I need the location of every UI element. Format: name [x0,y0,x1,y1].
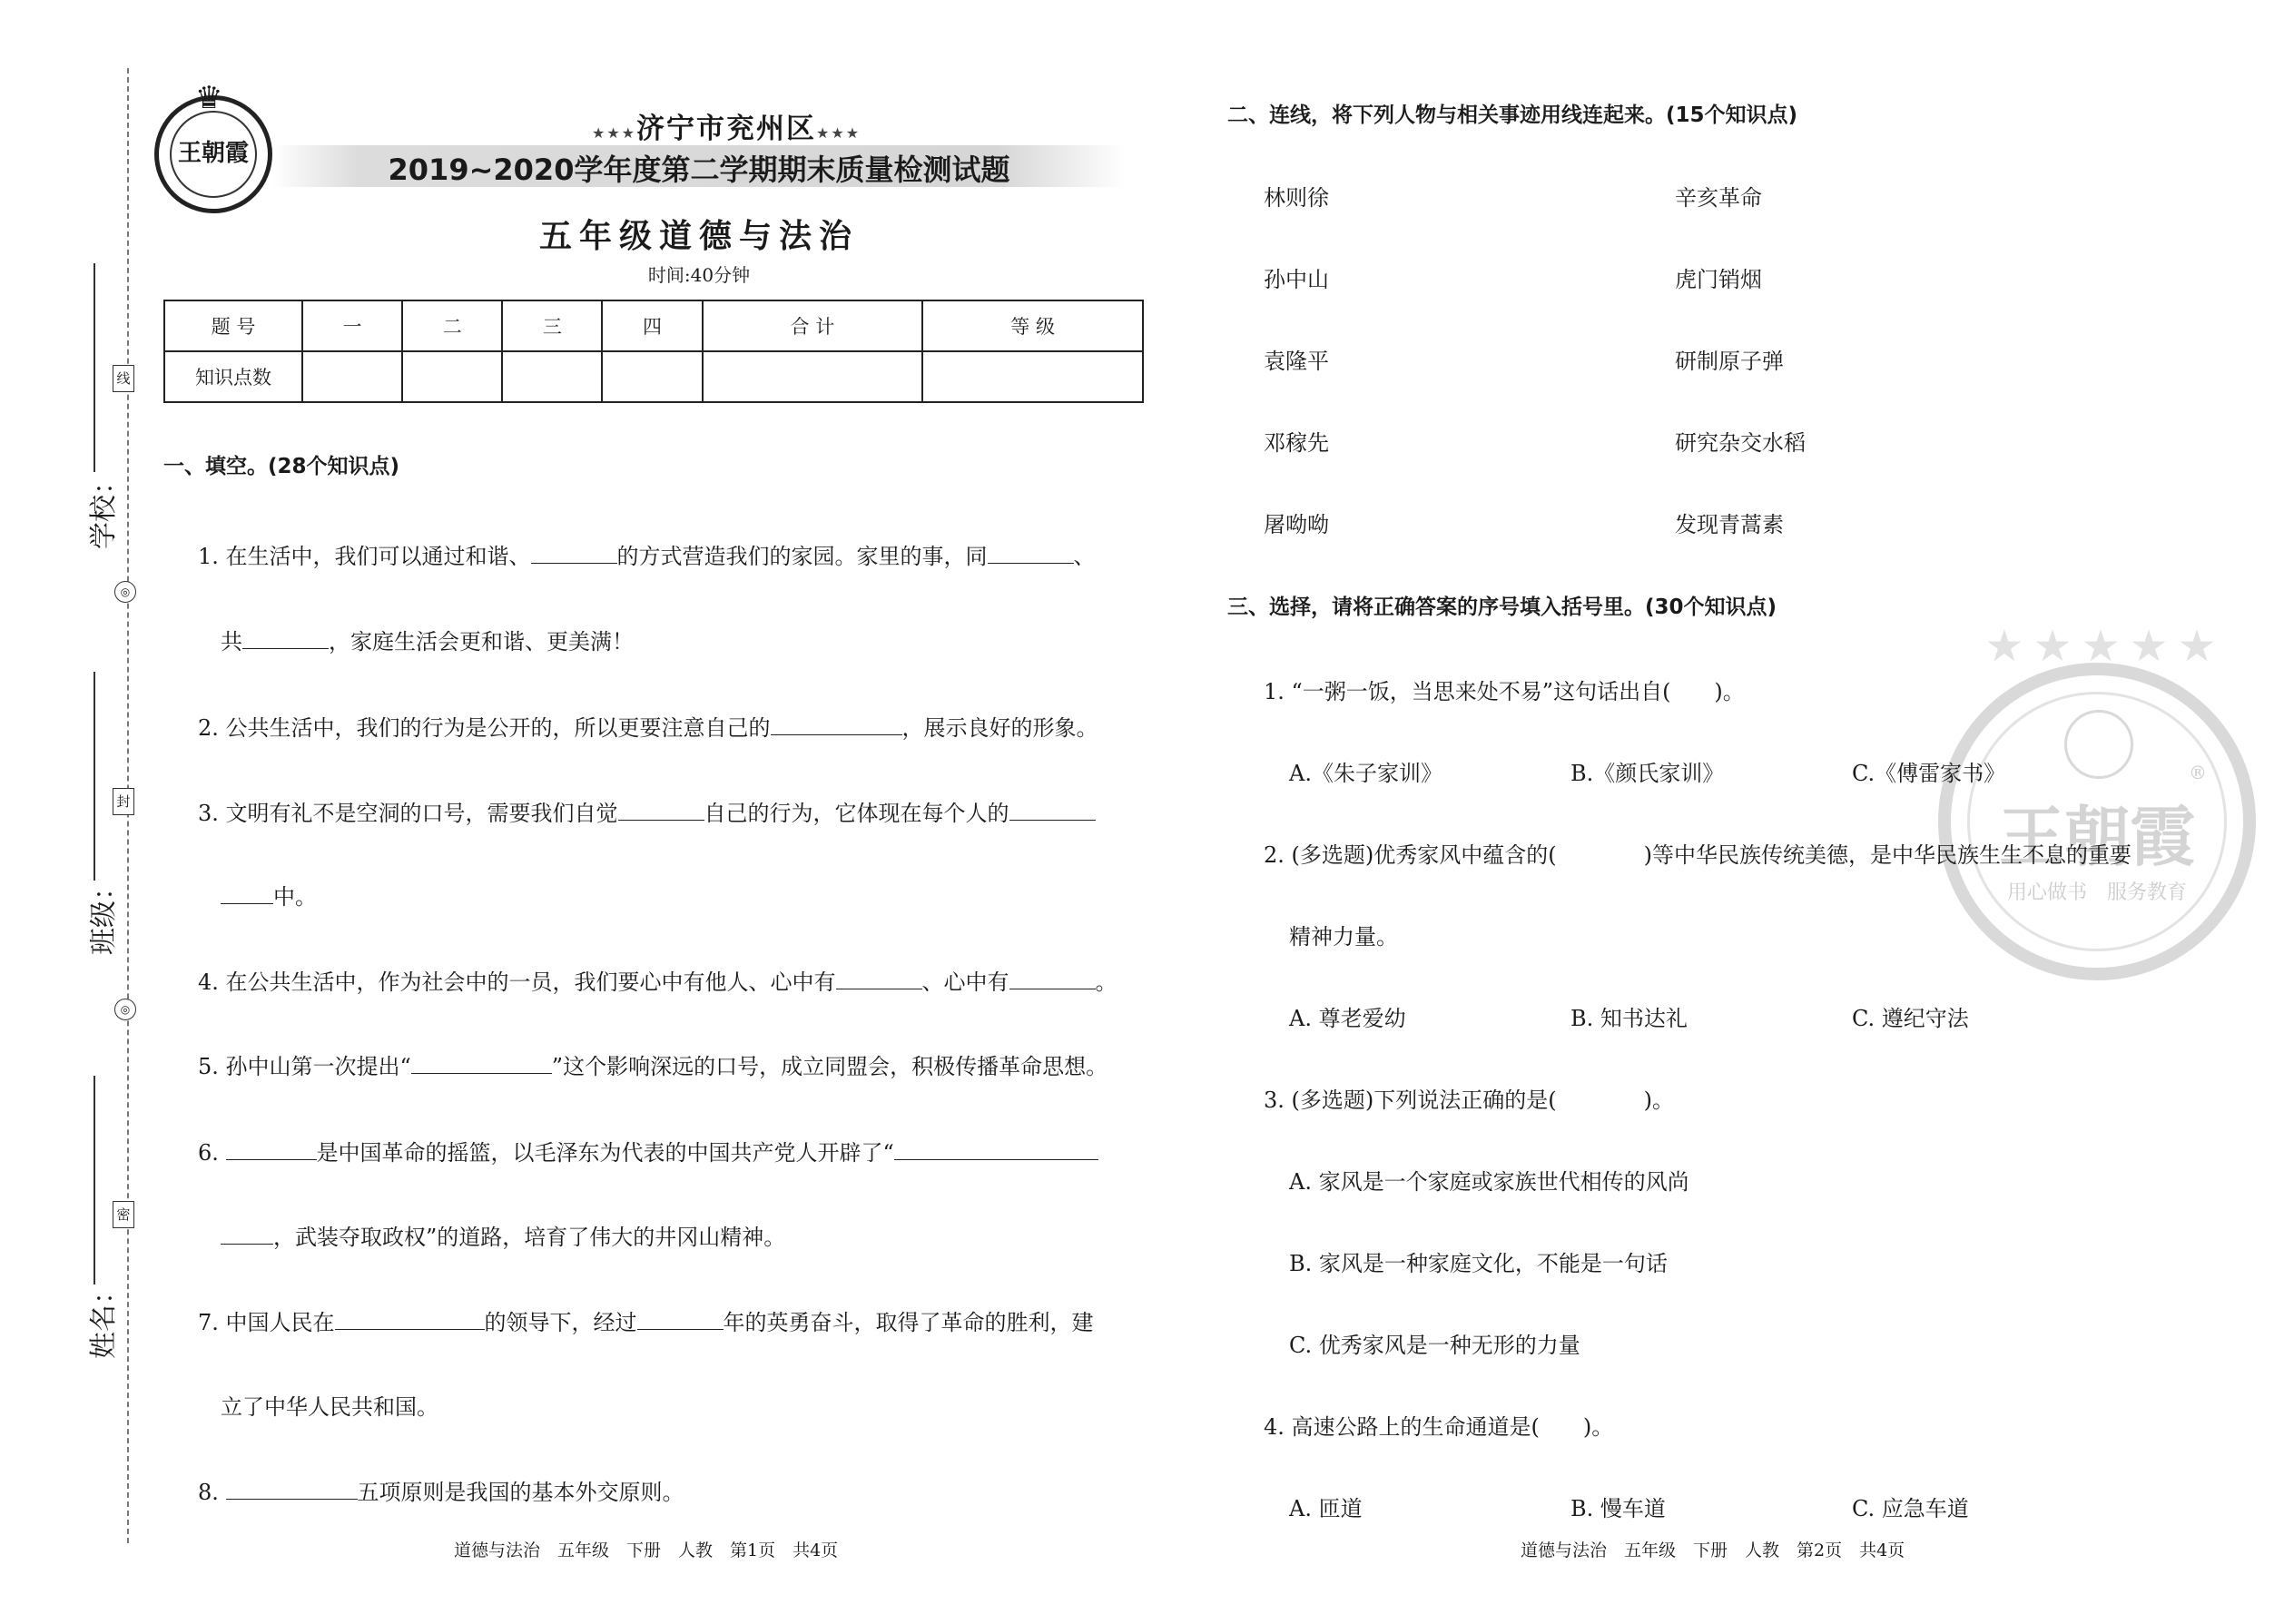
score-header-cell: 二 [402,300,502,351]
seal-mark-seal: 封 [113,788,134,815]
question-7b: 立了中华人民共和国。 [221,1394,438,1420]
part1-title: 一、填空。(28个知识点) [163,455,400,478]
question-text: ，家庭生活会更和谐、更美满！ [329,629,634,655]
score-table [163,300,1144,403]
answer-blank[interactable] [637,1309,724,1330]
seal-mark-line: 线 [113,365,134,392]
question-1a [198,538,1096,570]
question-2 [198,710,1098,742]
binding-circle-mark: ◎ [114,999,136,1020]
question-text: ，武装夺取政权”的道路，培育了伟大的井冈山精神。 [273,1225,786,1250]
question-6b [221,1219,785,1251]
question-text: 、 [1073,544,1096,569]
score-table-header-row [164,300,1143,351]
match-deed[interactable]: 研制原子弹 [1675,349,1784,374]
publisher-logo [154,80,272,213]
question-text: 6. [198,1140,226,1166]
question-text: 五项原则是我国的基本外交原则。 [357,1480,684,1505]
choice-option[interactable]: A. 匝道 [1289,1496,1363,1521]
class-label: 班级： [88,873,120,955]
class-line [94,672,95,881]
score-cell[interactable] [602,351,702,402]
area-text: 济宁市兖州区 [636,113,816,145]
choice-option[interactable]: B. 知书达礼 [1570,1006,1688,1031]
crown-icon: ♛ [195,80,223,116]
question-text: 1. 在生活中，我们可以通过和谐、 [198,544,531,569]
school-line [94,263,95,472]
answer-blank[interactable] [531,543,617,564]
choice-question-2-cont: 精神力量。 [1289,924,1398,950]
name-line [94,1076,95,1284]
answer-blank[interactable] [894,1139,1098,1160]
subject-title: 五年级道德与法治 [538,217,859,255]
score-table-row [164,351,1143,402]
score-header-cell: 题 号 [164,300,302,351]
publisher-stamp-watermark [1938,621,2256,980]
binding-circle-mark: ◎ [114,581,136,603]
question-text: 年的英勇奋斗，取得了革命的胜利，建 [723,1310,1094,1335]
question-text: 8. [198,1480,226,1505]
question-1b [221,624,634,655]
star-icon: ★★★★★ [1984,621,2226,672]
question-text: 、心中有 [921,969,1009,995]
score-cell[interactable] [502,351,602,402]
answer-blank[interactable] [221,1224,273,1245]
question-text: 共 [221,629,242,655]
question-text: 2. 公共生活中，我们的行为是公开的，所以更要注意自己的 [198,715,771,741]
star-icon: ★★★ [816,124,861,142]
choice-option[interactable]: A.《朱子家训》 [1289,761,1442,786]
match-person[interactable]: 林则徐 [1264,185,1329,211]
question-text: 是中国革命的摇篮，以毛泽东为代表的中国共产党人开辟了“ [316,1140,894,1166]
choice-option[interactable]: C. 优秀家风是一种无形的力量 [1289,1333,1580,1358]
name-label: 姓名： [88,1277,120,1359]
question-text: 的领导下，经过 [484,1310,637,1335]
registered-mark: ® [2189,762,2207,783]
portrait-icon [2064,710,2133,779]
seal-mark-close: 密 [113,1201,134,1228]
score-cell[interactable] [402,351,502,402]
choice-option[interactable]: B. 家风是一种家庭文化，不能是一句话 [1289,1251,1668,1276]
score-cell[interactable] [703,351,923,402]
question-3a [198,795,1096,827]
choice-question-2: 2. (多选题)优秀家风中蕴含的( )等中华民族传统美德，是中华民族生生不息的重要 [1264,842,2132,868]
answer-blank[interactable] [618,800,704,821]
exam-title: 2019~2020学年度第二学期期末质量检测试题 [388,153,1010,187]
question-text: 中。 [273,884,317,910]
stamp-slogan: 用心做书 服务教育 [2006,881,2187,904]
stamp-name: 王朝霞 [1998,798,2195,875]
match-deed[interactable]: 研究杂交水稻 [1675,430,1806,456]
question-3b [221,879,317,910]
match-deed[interactable]: 虎门销烟 [1675,267,1762,292]
choice-option[interactable]: B. 慢车道 [1570,1496,1666,1521]
match-person[interactable]: 孙中山 [1264,267,1329,292]
score-cell[interactable] [302,351,402,402]
match-person[interactable]: 屠呦呦 [1264,512,1329,537]
choice-option[interactable]: B.《颜氏家训》 [1570,761,1725,786]
question-text: 5. 孙中山第一次提出“ [198,1054,411,1079]
answer-blank[interactable] [1009,800,1096,821]
choice-question-3: 3. (多选题)下列说法正确的是( )。 [1264,1088,1674,1113]
question-4 [198,964,1117,996]
part3-title: 三、选择，请将正确答案的序号填入括号里。(30个知识点) [1227,595,1777,619]
star-icon: ★★★ [591,124,636,142]
answer-blank[interactable] [836,969,922,989]
footer-page-1: 道德与法治 五年级 下册 人教 第1页 共4页 [454,1540,839,1560]
match-deed[interactable]: 辛亥革命 [1675,185,1762,211]
question-text: 的方式营造我们的家园。家里的事，同 [616,544,988,569]
score-header-cell: 三 [502,300,602,351]
match-person[interactable]: 邓稼先 [1264,430,1329,456]
answer-blank[interactable] [242,628,329,649]
choice-option[interactable]: A. 家风是一个家庭或家族世代相传的风尚 [1289,1169,1689,1195]
answer-blank[interactable] [226,1139,317,1160]
area-title [563,105,890,146]
school-label: 学校： [88,468,120,549]
exam-time: 时间:40分钟 [647,264,751,286]
answer-blank[interactable] [988,543,1074,564]
choice-option[interactable]: C. 遵纪守法 [1852,1006,1969,1031]
answer-blank[interactable] [411,1053,552,1074]
match-deed[interactable]: 发现青蒿素 [1675,512,1784,537]
choice-option[interactable]: C. 应急车道 [1852,1496,1969,1521]
answer-blank[interactable] [226,1479,358,1500]
score-header-cell: 合 计 [703,300,923,351]
score-row-label: 知识点数 [164,351,302,402]
answer-blank[interactable] [771,714,902,735]
question-text: 自己的行为，它体现在每个人的 [704,801,1009,826]
match-person[interactable]: 袁隆平 [1264,349,1329,374]
score-header-cell: 等 级 [922,300,1143,351]
question-5 [198,1048,1108,1080]
question-text: 3. 文明有礼不是空洞的口号，需要我们自觉 [198,801,618,826]
question-text: 。 [1095,969,1117,995]
question-6a [198,1135,1098,1166]
part2-title: 二、连线，将下列人物与相关事迹用线连起来。(15个知识点) [1227,103,1798,127]
question-text: ，展示良好的形象。 [901,715,1098,741]
answer-blank[interactable] [221,883,273,904]
choice-question-1: 1. “一粥一饭，当思来处不易”这句话出自( )。 [1264,679,1745,704]
score-cell[interactable] [922,351,1143,402]
logo-text: 王朝霞 [177,140,249,167]
choice-option[interactable]: A. 尊老爱幼 [1289,1006,1406,1031]
score-header-cell: 四 [602,300,702,351]
choice-option[interactable]: C.《傅雷家书》 [1852,761,2006,786]
question-text: ”这个影响深远的口号，成立同盟会，积极传播革命思想。 [551,1054,1108,1079]
question-8 [198,1474,684,1506]
question-text: 4. 在公共生活中，作为社会中的一员，我们要心中有他人、心中有 [198,969,836,995]
question-text: 7. 中国人民在 [198,1310,335,1335]
answer-blank[interactable] [1009,969,1096,989]
question-7a [198,1304,1094,1336]
footer-page-2: 道德与法治 五年级 下册 人教 第2页 共4页 [1521,1540,1905,1560]
answer-blank[interactable] [335,1309,485,1330]
choice-question-4: 4. 高速公路上的生命通道是( )。 [1264,1414,1614,1440]
score-header-cell: 一 [302,300,402,351]
